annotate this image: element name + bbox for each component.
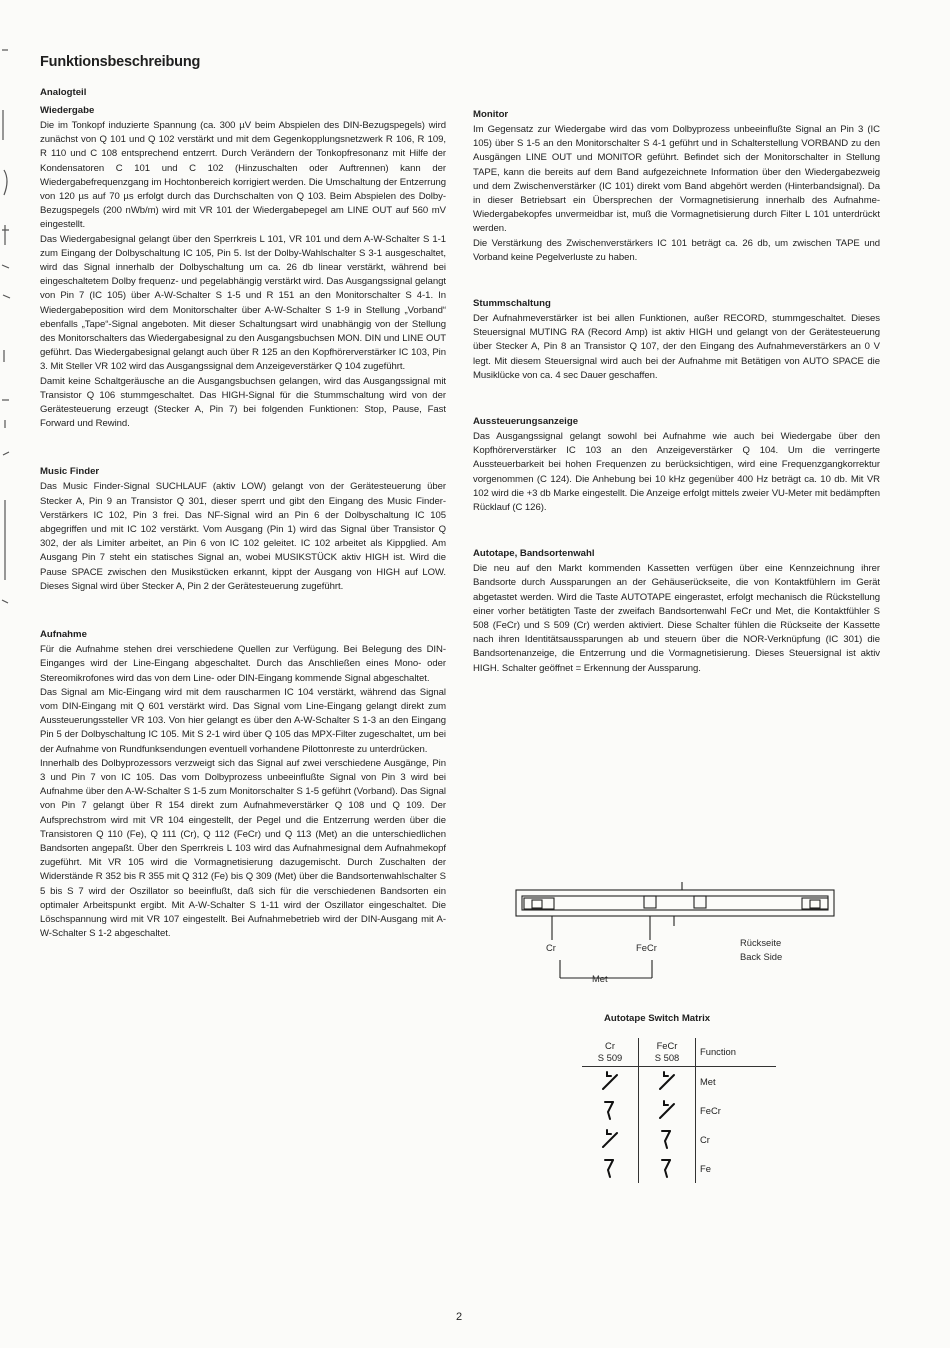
matrix-row	[582, 1125, 776, 1154]
paragraph-aufnahme-3: Innerhalb des Dolbyprozessors verzweigt sich das Signal auf zwei verschiedene Ausgänge, Pin 3 und Pin 7 von IC 105. Das vom Dolbyprozess unbeeinflußte Signal von Pin 3 wird bei Aufnahme über den A-W-Schalter S 1-5 zum Monitorschalter S 1-5 geführt (Vorband). Das Signal von Pin 7 gelangt über R 154 direkt zum Aufnahmeverstärker Q 108 und Q 109. Der Aufsprechstrom wird mit VR 104 eingestellt, der Pegel und die Entzerrung werden über die Transistoren Q 110 (Fe), Q 111 (Cr), Q 112 (FeCr) und Q 113 (Met) an die unterschiedlichen Bandsorten angepaßt. Über den Sperrkreis L 103 wird das Aufnahmesignal dem Aufnahmekopf zugeführt. Mit VR 105 wird die Vormagnetisierung dazugemischt. Durch Zuschalten der Widerstände R 352 bis R 355 mit Q 312 (Fe) bis Q 309 (Met) über die Bandsortenwahlschalter S 5 bis S 7 wird der Oszillator so beeinflußt, daß sich für die verschiedenen Bandsorten ein optimaler Arbeitspunkt ergibt. Mit A-W-Schalter S 1-11 wird der Oszillator eingeschaltet. Die Löschspannung wird mit VR 107 eingestellt. Bei Aufnahmebetrieb wird der DIN-Ausgang mit A-W-Schalter S 1-2 abgeschaltet.	[40, 757, 446, 940]
matrix-header-cr-bottom: S 509	[597, 1052, 623, 1063]
matrix-header-cr	[582, 1038, 639, 1067]
paragraph-aufnahme-1: Für die Aufnahme stehen drei verschiedene Quellen zur Verfügung. Bei Belegung des DIN-Einganges wird der Line-Eingang abgeschaltet. Durch das Anschließen eines Mono- oder Stereomikrofones wird das von dem Line- oder DIN-Eingang kommende Signal abgeschaltet.	[40, 644, 446, 684]
switch-open-icon	[582, 1067, 639, 1097]
margin-marks	[0, 0, 14, 1348]
subheading-aufnahme: Aufnahme	[40, 629, 87, 641]
matrix-function-cell: Fe	[700, 1163, 711, 1174]
matrix-header-fecr	[639, 1038, 696, 1067]
switch-closed-icon	[639, 1125, 696, 1154]
paragraph-aufnahme-2: Das Signal am Mic-Eingang wird mit dem rauscharmen IC 104 verstärkt, während das Signal vom DIN-Eingang mit Q 601 verstärkt wird. Das Signal vom Line-Eingang gelangt direkt zum Aussteuerungssteller VR 103. Von hier gelangt es über den A-W-Schalter S 1-3 an den Eingang Pin 5 der Dolbyschaltung IC 105. Mit S 2-1 wird über Q 105 das MPX-Filter zugeschaltet, um bei der Aufnahme von Rundfunksendungen eventuell vorhandene Pilottonreste zu unterdrücken.	[40, 686, 446, 755]
matrix-header-cr-top: Cr	[605, 1040, 615, 1051]
switch-closed-icon	[582, 1154, 639, 1183]
matrix-function-cell: FeCr	[700, 1105, 721, 1116]
matrix-header-fecr-bottom: S 508	[654, 1052, 680, 1063]
matrix-header-function: Function	[700, 1046, 736, 1057]
switch-open-icon	[639, 1067, 696, 1097]
diagram-label-rueckseite: Rückseite	[740, 937, 782, 948]
matrix-header-fecr-top: FeCr	[656, 1040, 678, 1051]
cassette-back-diagram	[512, 880, 852, 990]
section-heading-analogteil: Analogteil	[40, 87, 87, 98]
right-column	[473, 108, 880, 676]
paragraph-aussteuerungsanzeige: Das Ausgangssignal gelangt sowohl bei Aufnahme wie auch bei Wiedergabe über den Kopfhörerverstärker IC 103 an den Anzeigeverstärker Q 104. Um die verringerte Aussteuerbarkeit bei hohen Frequenzen zu berücksichtigen, wird eine Frequenzgangkorrektur vorgenommen (C 124). Die Anhebung bei 10 kHz gegenüber 400 Hz beträgt ca. 10 db. Mit VR 102 wird die +3 db Marke eingestellt. Die Anzeige erfolgt mittels zweier VU-Meter mit bedämpften Rücklauf (C 126).	[473, 431, 880, 514]
paragraph-wiedergabe-2: Das Wiedergabesignal gelangt über den Sperrkreis L 101, VR 101 und dem A-W-Schalter S 1-1 zum Eingang der Dolbyschaltung IC 105, Pin 5. Ist der Dolby-Wahlschalter S 3-1 ausgeschaltet, wird das Signal innerhalb der Dolbyschaltung um ca. 26 db linear verstärkt, während bei eingeschaltetem Dolby frequenz- und pegelabhängig verstärkt wird. Das Ausgangssignal gelangt von Pin 7 (IC 105) über A-W-Schalter S 1-5 und R 151 an den Monitorschalter S 4-1. In Wiedergabeposition wird dem Monitorschalter über A-W-Schalter S 1-9 in Stellung „Vorband“ ebenfalls „Tape“-Signal angeboten. Mit dieser Schaltungsart wird unabhängig von der Stellung des Monitorschalters das Wiedergabesignal zu den Ausgangsbuchsen MON. DIN und LINE OUT geführt. Das Wiedergabesignal gelangt auch über R 125 an den Kopfhörerverstärker IC 103, Pin 3. Mit Steller VR 102 wird das Ausgangssignal dem Anzeigeverstärker Q 104 zugeführt.	[40, 233, 446, 373]
subheading-monitor: Monitor	[473, 109, 509, 120]
switch-open-icon	[582, 1125, 639, 1154]
matrix-title: Autotape Switch Matrix	[604, 1013, 711, 1024]
cassette-outline	[512, 880, 852, 990]
paragraph-monitor-2: Die Verstärkung des Zwischenverstärkers IC 101 beträgt ca. 26 db, um zwischen TAPE und Vorband keine Pegelverluste zu haben.	[473, 237, 880, 263]
subheading-music-finder: Music Finder	[40, 466, 100, 478]
page-title: Funktionsbeschreibung	[40, 54, 201, 70]
diagram-label-back-side: Back Side	[740, 951, 783, 962]
paragraph-wiedergabe-3: Damit keine Schaltgeräusche an die Ausgangsbuchsen gelangen, wird das Ausgangssignal mit Transistor Q 106 stummgeschaltet. Das HIGH-Signal für die Stummschaltung wird von der Gerätesteuerung erzeugt (Stecker A, Pin 7) bei folgenden Funktionen: Stop, Pause, Fast Forward und Rewind.	[40, 375, 446, 430]
switch-open-icon	[639, 1096, 696, 1125]
left-column	[40, 86, 446, 941]
matrix-function-cell: Met	[700, 1076, 716, 1087]
matrix-row	[582, 1154, 776, 1183]
paragraph-monitor-1: Im Gegensatz zur Wiedergabe wird das vom Dolbyprozess unbeeinflußte Signal an Pin 3 (IC 105) über S 1-5 an den Monitorschalter S 4-1 geführt und in Schalterstellung VORBAND zu den Ausgängen LINE OUT und MONITOR geführt. Befindet sich der Monitorschalter in Stellung TAPE, kann die bereits auf dem Band aufgezeichnete Information über den Wiedergabezweig und dem Zwischenverstärker (IC 101) direkt vom Band abgehört werden (Hinterbandsignal). Da in dieser Betriebsart ein Übersprechen der Vormagnetisierung innerhalb des Aufnahme-Wiedergabekopfes unvermeidbar ist, muß die Vormagnetisierung durch Filter L 101 unterdrückt werden.	[473, 124, 880, 235]
matrix-function-cell: Cr	[700, 1134, 710, 1145]
matrix-row	[582, 1096, 776, 1125]
page-number: 2	[456, 1311, 463, 1323]
diagram-label-met: Met	[592, 973, 608, 984]
switch-closed-icon	[582, 1096, 639, 1125]
diagram-label-fecr: FeCr	[636, 942, 657, 953]
matrix-body	[582, 1067, 776, 1184]
paragraph-stummschaltung: Der Aufnahmeverstärker ist bei allen Funktionen, außer RECORD, stummgeschaltet. Dieses Steuersignal MUTING RA (Record Amp) ist aktiv HIGH und gelangt von der Gerätesteuerung über Stecker A, Pin 8 an Transistor Q 107, der den Eingang des Aufnahmeverstärkers an 0 V legt. Mit diesem Steuersignal wird auch bei der Aufnahme mit Betätigen von AUTO SPACE die Musiklücke von ca. 4 sec Dauer geschaffen.	[473, 313, 880, 381]
switch-closed-icon	[639, 1154, 696, 1183]
subheading-aussteuerungsanzeige: Aussteuerungsanzeige	[473, 416, 579, 428]
subheading-autotape: Autotape, Bandsortenwahl	[473, 548, 595, 560]
paragraph-autotape: Die neu auf den Markt kommenden Kassetten verfügen über eine Kennzeichnung ihrer Bandsorte durch Aussparungen an der Gehäuserückseite, die von Kontaktfühlern im Gerät abgetastet werden. Wird die Taste AUTOTAPE eingerastet, erfolgt mechanisch die Rückstellung einer vorher betätigten Taste der zweifach Bandsortenwahl FeCr und Met, die Kontaktfühler S 508 (FeCr) und S 509 (Cr) werden aktiviert. Diese Schalter fühlen die Rückseite der Kassette nach ihren Identitätsaussparungen ab und steuern über die NOR-Verknüpfung (IC 301) die Bandsortenanzeige, die Entzerrung und die Vormagnetisierung. Dieses Steuersignal ist aktiv HIGH. Schalter geöffnet = Erkennung der Aussparung.	[473, 563, 880, 674]
subheading-wiedergabe: Wiedergabe	[40, 105, 95, 116]
paragraph-music-finder: Das Music Finder-Signal SUCHLAUF (aktiv LOW) gelangt von der Gerätesteuerung über Stecker A, Pin 9 an Transistor Q 301, dieser sperrt und gibt den Eingang des Music Finder-Verstärkers IC 102, Pin 3 frei. Das NF-Signal wird an Pin 6 der Dolbyschaltung IC 105 abgegriffen und mit IC 102 verstärkt. Vom Ausgang (Pin 1) wird das Signal über Transistor Q 302, der als Limiter arbeitet, an Pin 6 von IC 102 geleitet. IC 102 arbeitet als Kippglied. Am Ausgang Pin 7 steht ein statisches Signal an, wobei MUSIKSTÜCK aktiv HIGH ist. Wird die Pause SPACE zwischen den Musikstücken erkannt, kippt der Ausgang von HIGH auf LOW. Dieses Signal wird über Stecker A, Pin 2 der Gerätesteuerung zugeführt.	[40, 481, 446, 592]
matrix-row	[582, 1067, 776, 1097]
paragraph-wiedergabe-1: Die im Tonkopf induzierte Spannung (ca. 300 µV beim Abspielen des DIN-Bezugspegels) wird zunächst von Q 101 und Q 102 verstärkt und mit dem Gegenkopplungsnetzwerk R 106, R 109, R 110 und C 108 entsprechend entzerrt. Durch Verändern der Tonkopfresonanz mit Hilfe der Kondensatoren C 101 und C 102 (Hinzuschalten oder Auftrennen) kann der Wiedergabefrequenzgang im Hochtonbereich korrigiert werden. Die Umschaltung der Entzerrung von 120 µs auf 70 µs erfolgt durch das Durchschalten von Q 103. Beim Abspielen des Dolby-Bezugspegels (200 nWb/m) wird mit VR 101 der Wiedergabepegel am LINE OUT auf 560 mV eingestellt.	[40, 120, 446, 231]
subheading-stummschaltung: Stummschaltung	[473, 298, 551, 310]
diagram-label-cr: Cr	[546, 942, 556, 953]
autotape-switch-matrix	[582, 1038, 776, 1183]
